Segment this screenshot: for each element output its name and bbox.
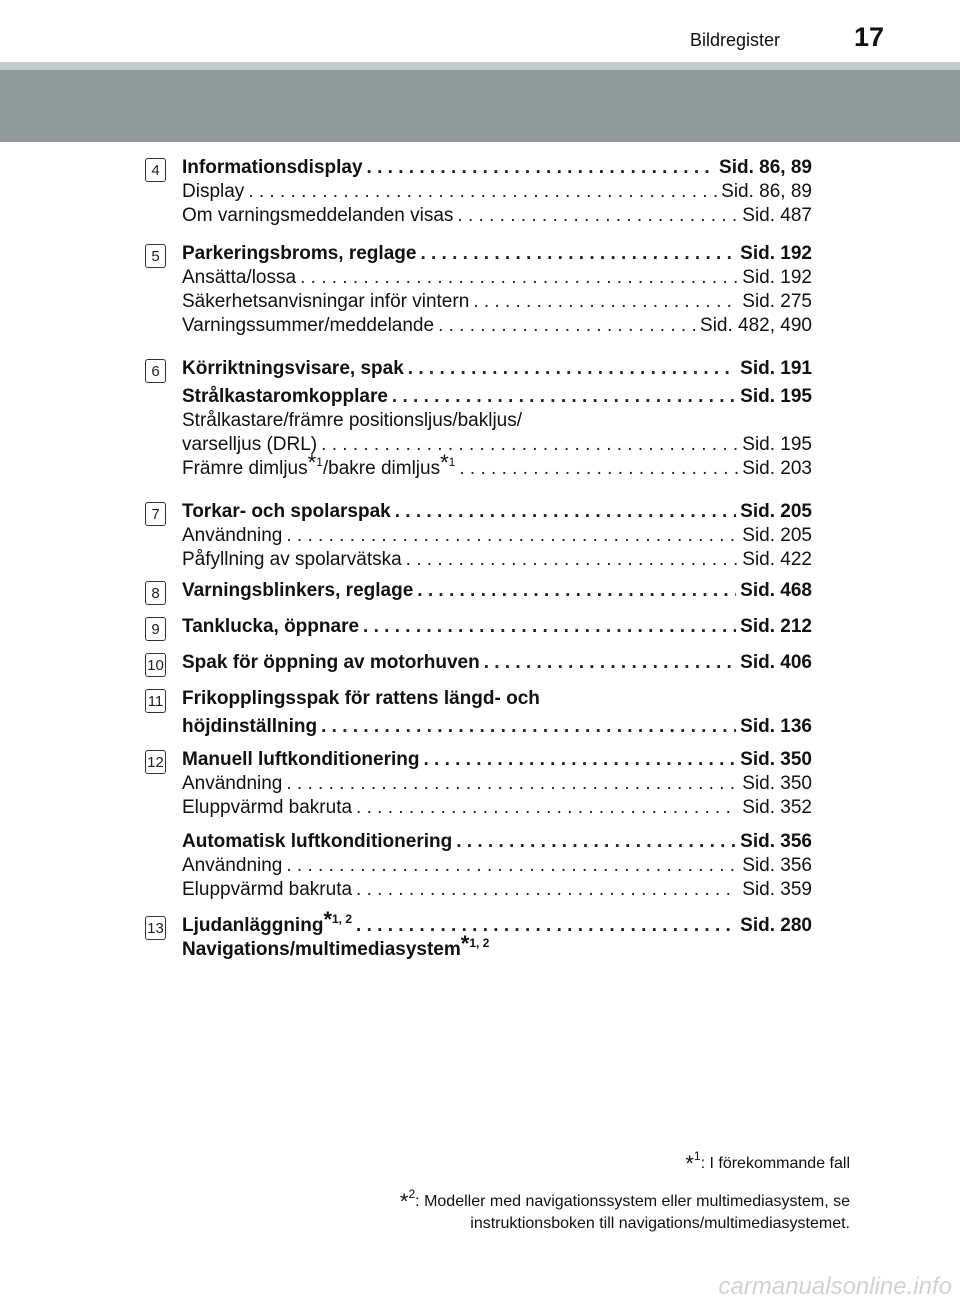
callout-number-badge: 4 <box>145 158 166 182</box>
entry-label-text: Körriktningsvisare, spak <box>182 358 404 379</box>
page-reference-link[interactable]: Sid. 352 <box>742 797 812 818</box>
page-reference-link[interactable]: Sid. 192 <box>742 267 812 288</box>
dot-leader <box>484 651 736 675</box>
entry-label <box>182 854 282 878</box>
index-section <box>0 579 812 603</box>
page-number: 17 <box>853 22 884 52</box>
entry-label-text: Strålkastaromkopplare <box>182 386 388 407</box>
entry-label <box>182 748 419 772</box>
index-text-line <box>182 687 812 711</box>
entry-label <box>182 715 317 739</box>
footnote-ref: *1, 2 <box>460 931 490 956</box>
index-section <box>0 615 812 639</box>
page-reference-link[interactable]: Sid. 212 <box>740 616 812 637</box>
index-entry-sub[interactable] <box>182 433 812 457</box>
callout-number-badge: 12 <box>145 750 166 774</box>
dot-leader <box>392 385 736 409</box>
entry-label <box>182 579 413 603</box>
index-entry-sub[interactable] <box>182 204 812 228</box>
entry-label <box>182 907 353 938</box>
entry-label: Frikopplingsspak för rattens längd- och <box>182 688 540 709</box>
entry-label <box>182 450 456 481</box>
dot-leader <box>286 524 738 548</box>
entry-label-text: Eluppvärmd bakruta <box>182 879 353 900</box>
dot-leader <box>300 266 738 290</box>
entry-label <box>182 180 244 204</box>
index-entry-sub[interactable] <box>182 450 812 481</box>
page-reference-link[interactable]: Sid. 195 <box>740 386 812 407</box>
callout-number-badge: 8 <box>145 581 166 605</box>
entry-label-text: Om varningsmeddelanden visas <box>182 205 454 226</box>
index-entry-sub[interactable] <box>182 878 812 902</box>
footnote-text: : I förekommande fall <box>700 1155 850 1172</box>
dot-leader <box>356 796 738 820</box>
footnote-ref-number: 1 <box>448 455 456 469</box>
header-band-light <box>0 62 960 70</box>
entry-label: Navigations/multimediasystem <box>182 939 461 960</box>
entry-label-text: Varningsblinkers, reglage <box>182 580 414 601</box>
dot-leader <box>456 830 736 854</box>
page-header <box>0 0 960 62</box>
index-entry-sub[interactable] <box>182 548 812 572</box>
entry-label <box>182 266 296 290</box>
index-section <box>0 687 812 739</box>
footnote <box>400 1145 850 1175</box>
callout-number-badge: 11 <box>145 689 166 713</box>
footnote <box>400 1183 850 1235</box>
entry-label-text: Eluppvärmd bakruta <box>182 797 353 818</box>
entry-label <box>182 830 452 854</box>
index-entry-sub[interactable] <box>182 854 812 878</box>
dot-leader <box>363 615 736 639</box>
index-entry-main[interactable] <box>182 830 812 854</box>
index-text-line <box>182 409 812 433</box>
entry-label-text: höjdinställning <box>182 716 318 737</box>
index-section <box>0 156 812 228</box>
index-entry-main[interactable] <box>182 357 812 381</box>
index-section <box>0 907 812 962</box>
footnote-mark: 1 <box>693 1149 701 1163</box>
entry-label: Strålkastare/främre positionsljus/bakljus/ <box>182 410 523 431</box>
entry-label <box>182 500 391 524</box>
entry-label-text: Påfyllning av spolarvätska <box>182 549 402 570</box>
page-reference-link[interactable]: Sid. 136 <box>740 716 812 737</box>
dot-leader <box>417 579 736 603</box>
page-reference-link[interactable]: Sid. 350 <box>740 749 812 770</box>
entry-label <box>182 204 453 228</box>
entry-label <box>182 314 434 338</box>
entry-label <box>182 772 282 796</box>
page-reference-link[interactable]: Sid. 406 <box>740 652 812 673</box>
index-entry-main[interactable] <box>182 715 812 739</box>
entry-label-text: Automatisk luftkonditionering <box>182 831 453 852</box>
page-reference-link[interactable]: Sid. 275 <box>742 291 812 312</box>
index-entry-sub[interactable] <box>182 290 812 314</box>
entry-label-part: Främre dimljus <box>182 458 308 479</box>
page-reference-link[interactable]: Sid. 86, 89 <box>721 181 812 202</box>
dot-leader <box>423 748 736 772</box>
entry-label-text: Användning <box>182 855 283 876</box>
entry-label <box>182 156 363 180</box>
entry-label-text: Ljudanläggning <box>182 915 324 936</box>
footnote-ref-number: 1 <box>316 455 323 469</box>
entry-label <box>182 548 402 572</box>
dot-leader <box>408 357 736 381</box>
entry-label <box>182 615 359 639</box>
page-reference-link[interactable]: Sid. 482, 490 <box>700 315 812 336</box>
footnote-ref-number: 1, 2 <box>332 912 353 926</box>
dot-leader <box>248 180 717 204</box>
page-reference-link[interactable]: Sid. 468 <box>740 580 812 601</box>
dot-leader <box>321 715 736 739</box>
index-entry-main[interactable] <box>182 500 812 524</box>
page-reference-link[interactable]: Sid. 191 <box>740 358 812 379</box>
footnote-text: instruktionsboken till navigations/multimediasystemet. <box>470 1215 850 1232</box>
entry-label-text: Varningssummer/meddelande <box>182 315 435 336</box>
index-entry-main[interactable] <box>182 242 812 266</box>
index-entry-sub[interactable] <box>182 524 812 548</box>
index-entry-main[interactable] <box>182 156 812 180</box>
header-band-dark <box>0 70 960 142</box>
entry-label-text: varselljus (DRL) <box>182 434 318 455</box>
index-entry-main[interactable] <box>182 615 812 639</box>
footnotes <box>400 1145 850 1243</box>
index-entry-main[interactable] <box>182 748 812 772</box>
chapter-title: Bildregister <box>689 30 780 50</box>
index-entry-main[interactable] <box>182 651 812 675</box>
footnote-star: * <box>685 1151 694 1176</box>
dot-leader <box>286 772 738 796</box>
callout-number-badge: 6 <box>145 359 166 383</box>
dot-leader <box>406 548 739 572</box>
dot-leader <box>356 914 736 938</box>
footnote-ref: *1 <box>440 450 456 475</box>
dot-leader <box>459 457 738 481</box>
entry-label <box>182 385 388 409</box>
index-entry-main[interactable] <box>182 907 812 938</box>
entry-label <box>182 242 416 266</box>
index-entry-sub[interactable] <box>182 266 812 290</box>
entry-label <box>182 357 404 381</box>
index-entry-sub[interactable] <box>182 180 812 204</box>
footnote-star: * <box>399 1189 409 1214</box>
page-reference-link[interactable]: Sid. 280 <box>740 915 812 936</box>
dot-leader <box>438 314 696 338</box>
index-entry-sub[interactable] <box>182 796 812 820</box>
footnote-ref: *1 <box>307 450 323 475</box>
callout-number-badge: 10 <box>145 653 166 677</box>
watermark: carmanualsonline.info <box>718 1273 952 1300</box>
entry-label-text: Torkar- och spolarspak <box>182 501 391 522</box>
callout-number-badge: 13 <box>145 916 166 940</box>
entry-label-text: Display <box>182 181 245 202</box>
footnote-text: : Modeller med navigationssystem eller multimediasystem, se <box>415 1193 850 1210</box>
page-reference-link[interactable]: Sid. 359 <box>742 879 812 900</box>
page-reference-link[interactable]: Sid. 422 <box>742 549 812 570</box>
index-entry-main[interactable] <box>182 385 812 409</box>
page-reference-link[interactable]: Sid. 86, 89 <box>719 157 812 178</box>
entry-label-text: Användning <box>182 525 283 546</box>
entry-label <box>182 524 282 548</box>
entry-label-text: Användning <box>182 773 283 794</box>
callout-number-badge: 7 <box>145 502 166 526</box>
dot-leader <box>395 500 736 524</box>
page-reference-link[interactable]: Sid. 203 <box>742 458 812 479</box>
entry-label-text: Parkeringsbroms, reglage <box>182 243 417 264</box>
index-section <box>0 748 812 902</box>
entry-label <box>182 796 352 820</box>
dot-leader <box>457 204 738 228</box>
page-reference-link[interactable]: Sid. 205 <box>742 525 812 546</box>
dot-leader <box>286 854 738 878</box>
dot-leader <box>367 156 716 180</box>
footnote-ref-number: 1, 2 <box>469 936 490 950</box>
page-reference-link[interactable]: Sid. 192 <box>740 243 812 264</box>
dot-leader <box>321 433 738 457</box>
index-section <box>0 242 812 338</box>
index-text-line <box>182 931 812 962</box>
entry-label <box>182 651 480 675</box>
dot-leader <box>473 290 738 314</box>
index-section <box>0 357 812 481</box>
callout-number-badge: 9 <box>145 617 166 641</box>
index-section <box>0 500 812 572</box>
entry-label-part: /bakre dimljus <box>322 458 441 479</box>
index-entry-main[interactable] <box>182 579 812 603</box>
entry-label <box>182 290 469 314</box>
entry-label-text: Tanklucka, öppnare <box>182 616 360 637</box>
callout-number-badge: 5 <box>145 244 166 268</box>
page-reference-link[interactable]: Sid. 356 <box>740 831 812 852</box>
footnote-mark: 2 <box>408 1187 416 1201</box>
entry-label-text: Ansätta/lossa <box>182 267 297 288</box>
page-reference-link[interactable]: Sid. 356 <box>742 855 812 876</box>
entry-label-text: Säkerhetsanvisningar inför vintern <box>182 291 470 312</box>
entry-label <box>182 878 352 902</box>
entry-label-text: Informationsdisplay <box>182 157 363 178</box>
entry-label-text: Spak för öppning av motorhuven <box>182 652 480 673</box>
dot-leader <box>356 878 738 902</box>
footnote-ref: *1, 2 <box>323 907 353 932</box>
index-entry-sub[interactable] <box>182 772 812 796</box>
dot-leader <box>420 242 736 266</box>
page-reference-link[interactable]: Sid. 195 <box>742 434 812 455</box>
index-section <box>0 651 812 675</box>
page-reference-link[interactable]: Sid. 350 <box>742 773 812 794</box>
index-entry-sub[interactable] <box>182 314 812 338</box>
entry-label-text: Manuell luftkonditionering <box>182 749 420 770</box>
entry-label <box>182 433 317 457</box>
page-reference-link[interactable]: Sid. 487 <box>742 205 812 226</box>
page-reference-link[interactable]: Sid. 205 <box>740 501 812 522</box>
